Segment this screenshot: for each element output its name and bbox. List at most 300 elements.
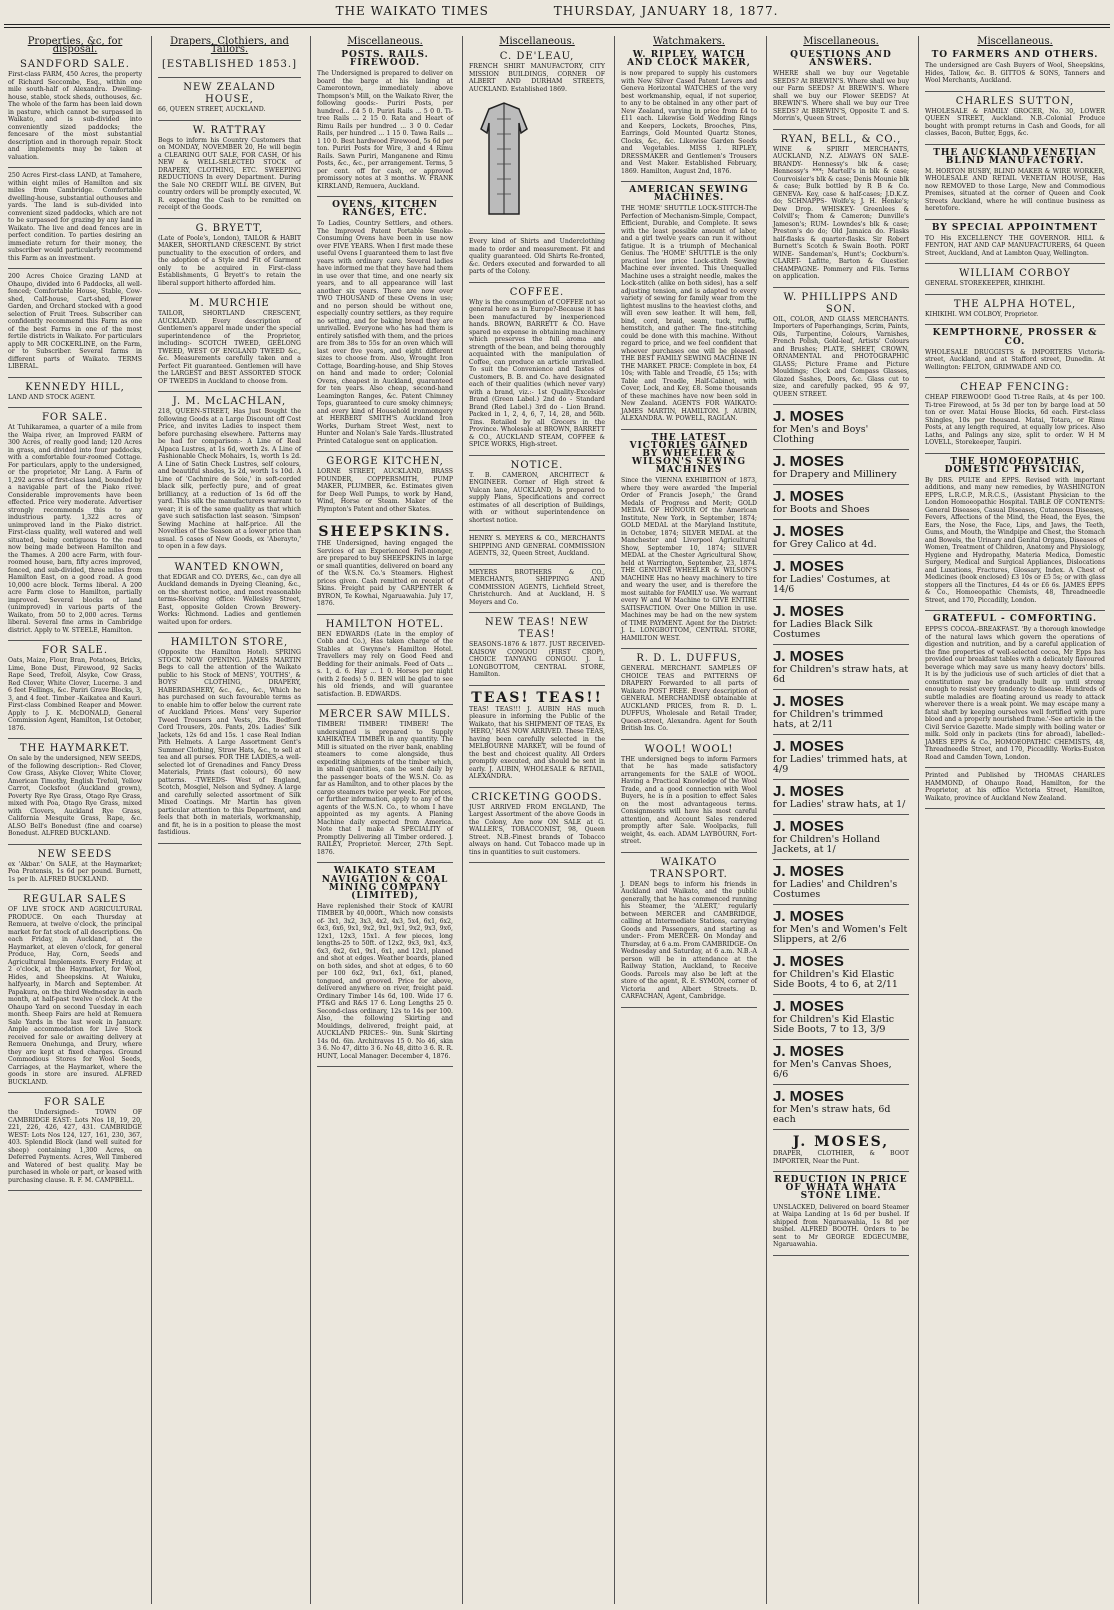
column-4 [462, 36, 611, 1604]
ad-body: Oats, Maize, Flour, Bran, Potatoes, Bricks, Lime, Bone Dust, Firewood, 92 Sacks Rape Seed, Trefoil, Alsyke, Cow Grass, Red Clover, White Clover, Lucerne. 3 and 6 feet Fellings, &c. Pariri Grave Blocks, 3, 3, and 4 feet. Timber -Kaikatea and Kauri. First-class Combined Reaper and Mower. Apply to J. K. McDONALD, General Commission Agent, Hamilton, 1st October, 1876. [8, 657, 142, 732]
shirt-illustration-icon [469, 99, 539, 219]
ad-separator [621, 429, 757, 430]
advertisement [469, 460, 605, 525]
moses-ad [773, 739, 909, 775]
advertisement [8, 172, 142, 262]
advertisement [8, 273, 142, 371]
ad-title: COFFEE. [509, 286, 565, 298]
advertisement [773, 1134, 909, 1165]
ad-title: C. DE'LEAU, [499, 51, 575, 63]
advertisement [469, 238, 605, 276]
advertisement [773, 51, 909, 123]
ad-body: HENRY S. MEYERS & CO., MERCHANTS SHIPPING AND GENERAL COMMISSION AGENTS, 32, Queen Street, Auckland. [469, 535, 605, 558]
ad-separator [773, 949, 909, 950]
ad-body: Begs to inform his Country Customers that on MONDAY, NOVEMBER 20, He will begin a CLEARING OUT SALE, FOR CASH, Of his NEW & WELL-SELECTED STOCK of DRAPERY, CLOTHING, ETC. SWEEPING REDUCTIONS In every Department. During the Sale NO CREDIT WILL BE GIVEN, But country orders will be promptly executed, W. R. expecting the Cash to be remitted on receipt of the Goods. [158, 136, 301, 212]
ad-title: W. PHILLIPPS AND SON. [783, 291, 899, 315]
ad-title: FOR SALE. [41, 412, 109, 424]
ad-body: for Ladies' and Children's Costumes [773, 879, 898, 901]
ad-body: MEYERS BROTHERS & CO., MERCHANTS, SHIPPING AND COMMISSION AGENTS, Lichfield Street, Christchurch. And at Auckland, H. S Meyers and Co. [469, 568, 605, 606]
ad-body: J. DEAN begs to inform his friends in Auckland and Waikato, and the public generally, that he has commenced running his Steamer, the 'ALERT,' regularly between MERCER and CAMBRIDGE, calling at Intermediate Stations, carrying Goods and Passengers, and starting as under:- From MERCER- On Monday and Thursday, at 6 a.m. From CAMBRIDGE- On Wednesday and Saturday, at 6 a.m. N.B.-A person will be in attendance at the Railway Station, Auckland, to Receive Goods. Parcels may also be left at the store of the agent, R. E. SYMON, corner of Victoria and Albert Streets. D. CARFACHAN, Agent, Cambridge. [621, 880, 757, 1001]
column-2 [151, 36, 307, 1604]
ad-body: WHOLESALE & FAMILY GROCER, No. 30, LOWER QUEEN STREET, Auckland. N.B.-Colonial Produce bought with prompt returns in Cash and Goods, for all classes, Bacon, Butter, Eggs, &c. [925, 107, 1105, 138]
ad-body: GENERAL STOREKEEPER, KIHIKIHI. [925, 280, 1045, 288]
ad-separator [8, 1092, 142, 1093]
advertisement [925, 329, 1105, 371]
ad-body: The undersigned are Cash Buyers of Wool, Sheepskins, Hides, Tallow, &c. B. GITTOS & SONS, Tanners and Wool Merchants, Auckland. [925, 62, 1105, 85]
ad-separator [8, 268, 142, 269]
advertisement [158, 125, 301, 212]
moses-ad [773, 784, 909, 810]
advertisement [317, 201, 453, 445]
advertisement [8, 894, 142, 1086]
advertisement [469, 617, 605, 679]
ad-title: J. MOSES [773, 863, 844, 881]
ad-separator [773, 1084, 909, 1085]
ad-title: RYAN, BELL, & CO., [780, 133, 902, 145]
column-content [615, 38, 763, 1008]
ad-title: WAIKATO STEAM NAVIGATION & COAL MINING COMPANY (LIMITED), [321, 866, 449, 901]
ad-title: NOTICE. [510, 459, 564, 471]
advertisement [8, 645, 142, 732]
ad-body: FRENCH SHIRT MANUFACTORY, CITY MISSION BUILDINGS, CORNER OF ALBERT AND DURHAM STREETS, AUCKLAND. Established 1869. [469, 63, 605, 93]
column-content [152, 38, 307, 844]
ad-body: BEN EDWARDS (Late in the employ of Cobb and Co.), Has taken charge of the Stables at Gwynne's Hamilton Hotel. Travellers may rely on Good Feed and Bedding for their animals. Feed of Oats ... s. 1, d. 6. Hay ... 1 0. Horses per night (with 2 feeds) 5 0. BEN will be glad to see his old friends, and will guarantee satisfaction. B. EDWARDS. [317, 630, 453, 698]
ad-title: HAMILTON STORE, [170, 637, 289, 649]
ad-title: QUESTIONS AND ANSWERS. [790, 50, 892, 69]
ad-body: WINE & SPIRIT MERCHANTS, AUCKLAND, N.Z. ALWAYS ON SALE- BRANDY- Hennessy's blk & case; Hennessy's ***; Martell's in blk & case; Courvoisier's blk & case; Denis Mounie blk & case; Bulk bottled by R B & Co. GENEVA- Key, case & half-cases; J.D.K.Z. do; SCHNAPPS- Wolfe's; J. H. Henke's; Dew Drop. WHISKEY- Greenlees & Colvill's; Thom & Cameron; Dunville's Jameson's; RUM- Lowndes's blk & case; Preston's do do; Old Jamaica do. Flasks half-flasks & quarter-flasks. Sir Robert Burnett's Scotch & Swain Booth. PORT WINE- Sandeman's, Hunt's; Cockburn's. CLARET- Lafitte, Barton & Guestier. CHAMPAGNE- Pommery and Fils. Terms on application. [773, 145, 909, 281]
ad-title: J. MOSES [773, 648, 844, 666]
ad-title: J. M. McLACHLAN, [172, 396, 287, 408]
ad-separator [773, 519, 909, 520]
column-heading: Miscellaneous. [977, 36, 1053, 47]
ad-separator [925, 808, 1105, 809]
ad-body: EPPS'S COCOA.-BREAKFAST. 'By a thorough knowledge of the natural laws which govern the operations of digestion and nutrition, and by a careful application of the fine properties of well-selected cocoa, Mr Epps has provided our breakfast tables with a delicately flavoured beverage which may save us many heavy doctors' bills. It is by the judicious use of such articles of diet that a constitution may be gradually built up until strong enough to resist every tendency to disease. Hundreds of subtle maladies are floating around us ready to attack wherever there is a weak point. We may escape many a fatal shaft by keeping ourselves well fortified with pure blood and a properly nourished frame.'-See article in the Civil Service Gazette. Made simply with boiling water or milk. Sold only in packets (tins for abroad), labelled:- JAMES EPPS & Co., HOMOEOPATHIC CHEMISTS, 48, Threadneedle Street, and 170, Piccadilly. Works-Euston Road and Camden Town, London. [925, 626, 1105, 761]
ad-title: THE HOMOEOPATHIC DOMESTIC PHYSICIAN, [944, 456, 1086, 475]
ad-separator [158, 843, 301, 844]
ad-body: Why is the consumption of COFFEE not so general here as in Europe?-Because it has been manufactured by inexperienced hands. BROWN, BARRETT & CO. Have spared no expense in obtaining machinery which preserves the full aroma and strength of the bean, and being thoroughly acquainted with the manipulation of Coffee, can produce an article unrivalled. To suit the Convenience and Tastes of Customers, B. B. and Co. have designated each of their qualities (which never vary) with a brand, viz.:- 1st Quality-Excelsior Brand (Green Label.) 2nd do - Standard Brand (Red Label.) 3rd do - Lion Brand. Packed in 1, 2, 4, 6, 7, 14, 28, and 56lb. Tins. Retailed by all Grocers in the Province. Wholesale at BROWN, BARRETT & CO., AUCKLAND STEAM, COFFEE & SPICE WORKS, High-street. [469, 298, 605, 449]
ad-body: Every kind of Shirts and Underclothing made to order and measurement. Fit and quality guaranteed. Old Shirts Re-fronted, &c. Orders executed and forwarded to all parts of the Colony. [469, 238, 605, 276]
ad-title: M. MURCHIE [189, 298, 270, 310]
ad-separator [773, 1039, 909, 1040]
ad-separator [621, 648, 757, 649]
ad-title: J. MOSES [773, 998, 844, 1016]
ad-body: LAND AND STOCK AGENT. [8, 393, 96, 401]
ad-body: for Children's straw hats, at 6d [773, 664, 909, 686]
ad-separator [158, 391, 301, 392]
ad-separator [8, 167, 142, 168]
ad-title: R. D. L. DUFFUS, [636, 653, 742, 665]
advertisement [8, 382, 142, 402]
ad-title: REGULAR SALES [23, 894, 127, 906]
ad-body: LORNE STREET, AUCKLAND, BRASS FOUNDER, COPPERSMITH, PUMP MAKER, PLUMBER, &c. Estimates given for Deep Well Pumps, to work by Hand, Wind, Horse or Steam. Maker of the Plympton's Patent and other Skates. [317, 468, 453, 513]
moses-ad [773, 1089, 909, 1125]
ad-separator [925, 453, 1105, 454]
ad-title: KEMPTHORNE, PROSSER & CO. [932, 328, 1098, 347]
advertisement [8, 849, 142, 884]
ad-title: J. MOSES [773, 488, 844, 506]
advertisement [8, 1097, 142, 1184]
ad-separator [773, 1129, 909, 1130]
ad-body: for Men's and Women's Felt Slippers, at 2/6 [773, 924, 908, 946]
moses-ad [773, 409, 909, 445]
ad-separator [621, 852, 757, 853]
ad-separator [158, 557, 301, 558]
moses-ad [773, 909, 909, 945]
ad-title: KENNEDY HILL, [25, 381, 125, 393]
ad-body: (Opposite the Hamilton Hotel). SPRING STOCK NOW OPENING. JAMES MARTIN Begs to call the attention of the Waikato public to his Stock of MENS', YOUTHS', & BOYS' CLOTHING, DRAPERY, HABERDASHERY, &c., &c., &c., Which he has purchased on such favourable terms as to enable him to offer below the current rate of Auckland Prices. Mens' very Superior Tweed Trousers and Vests, 20s. Bedford Cord Trousers, 20s. Pants, 20s. Ladies' Silk Jackets, 12s 6d and 15s. 1 case Real Indian Pith Helmets. A Large Assortment Gent's Summer Clothing, Straw Hats, &c., to sell at tea and all purses. FOR THE LADIES,-a well-selected lot of Grenadines and Fancy Dress Materials, Prints (fast colours), 60 new patterns. -TWEEDS- West of England, Scotch, Mosgiel, Nelson and Sydney. A large and carefully selected assortment of Silk Mixed Coatings. Mr Martin has given particular attention to this Department, and feels that both in materials, workmanship, and fit, he is in a position to please the most fastidious. [158, 649, 301, 837]
moses-ad [773, 524, 909, 550]
ad-separator [925, 294, 1105, 295]
ad-body: 250 Acres First-class LAND, at Tamahere, within eight miles of Hamilton and six miles from Cambridge. Comfortable dwelling-house, substantial outhouses and yards. The land is sub-divided into convenient sized paddocks, which are not to be surpassed for grazing by any land in Waikato. The live and dead fences are in perfect condition. To parties desiring an immediate return for their money, the subscriber would particularly recommend this Farm as an investment. [8, 172, 142, 262]
masthead-rule [4, 24, 1110, 28]
ad-body: for Men's and Boys' Clothing [773, 424, 869, 446]
ad-title: WAIKATO TRANSPORT. [650, 856, 728, 880]
ad-title: THE HAYMARKET. [19, 743, 131, 755]
column-7 [918, 36, 1111, 1604]
ad-title: J. MOSES [773, 908, 844, 926]
ad-body: To Ladies, Country Settlers, and others. The Improved Patent Portable Smoke-Consuming Ovens have been in use now over FIVE YEARS. When I first made these useful Ovens I guaranteed them to last five years with ordinary care. Several ladies have informed me that they have had them in use over that time, and one nearly six years, and to all appearance will last another six years. There are now over TWO THOUSAND of these Ovens in use; and no person should be without one, especially country settlers, as they require no setting, and for baking bread they are unrivalled. Everyone who has had them is entirely satisfied with them, and the prices are from 38s to 55s for an oven which will last over five years, and eight different sizes to choose from. Also, Wrought Iron Cottage, Boarding-house, and Ship Stoves on hand and made to order; Colonial Ovens, cheapest in Auckland, guaranteed for ten years. Also cheap, second-hand Leamington Ranges, &c. Patent Chimney Tops, guaranteed to cure smoky chimneys; and every kind of Household ironmongery at HERBERT SMITH'S Auckland Iron Works, Durham Street West, next to Hunter and Nolan's Sale Yards.-Illustrated Printed Catalogue sent on application. [317, 220, 453, 445]
ad-separator [621, 1007, 757, 1008]
moses-ad [773, 604, 909, 640]
advertisement [621, 744, 757, 846]
ad-body: 200 Acres Choice Grazing LAND at Ohaupo, divided into 6 Paddocks, all well-fenced; Comfortable House, Stable, Cow-shed, Calf-house, Cart-shed, Flower Garden, and Orchard stocked with a good selection of Fruit Trees. Subscriber can confidently recommend this Farm as one of the best Farms in one of the most fertile districts in Waikato. For particulars apply to MR COCKERLINE, on the Farm, or to Subscriber. Several farms in different parts of Waikato. TERMS LIBERAL. [8, 273, 142, 371]
advertisement [317, 709, 453, 856]
ad-body: GENERAL MERCHANT. SAMPLES OF CHOICE TEAS and PATTERNS OF DRAPERY Forwarded to all parts of Waikato POST FREE. Every description of GENERAL MERCHANDISE obtainable at AUCKLAND PRICES, from R. D. L. DUFFUS, Wholesale and Retail Trader, Queen-street, Alexandra. Agent for South British Ins. Co. [621, 665, 757, 733]
column-content [767, 38, 915, 1256]
ad-body: The Undersigned is prepared to deliver on board the barge at his landing at Camerontown, immediately above Thompson's Mill, on the Waikato River, the following goods:- Puriri Posts, per hundred... £4 5 0. Puriri Rails ... 5 0 0. Ti-tree Rails ... 2 15 0. Rata and Heart of Rimu Rails per hundred ... 3 0 0. Cedar Rails, per hundred ... 1 15 0. Tawa Rails ... 1 10 0. Best hardwood Firewood, 5s 6d per ton. Puriri Posts for Wire, 3 and 4 Rimu Rails. Sawn Puriri, Manganene and Rimu Posts, &c., &c., per arrangement. Terms, 5 per cent. off for cash, or approved promissory notes at 3 months. W. FRANK KIRKLAND, Remuera, Auckland. [317, 70, 453, 190]
advertisement [621, 186, 757, 423]
advertisement [925, 51, 1105, 85]
column-3 [310, 36, 459, 1604]
advertisement [158, 82, 301, 114]
ad-title: TEAS! TEAS!! [471, 689, 603, 706]
advertisement [621, 434, 757, 642]
ad-title: W. RIPLEY, WATCH AND CLOCK MAKER, [627, 50, 751, 69]
ad-title: J. MOSES [773, 408, 844, 426]
ad-separator [8, 640, 142, 641]
advertisement [8, 412, 142, 634]
moses-ad [773, 559, 909, 595]
column-heading: Miscellaneous. [499, 36, 575, 47]
advertisement [621, 653, 757, 733]
ad-separator [158, 632, 301, 633]
ad-separator [469, 564, 605, 565]
advertisement [469, 792, 605, 857]
ad-separator [925, 610, 1105, 611]
ad-separator [158, 218, 301, 219]
column-content [463, 38, 611, 863]
ad-separator [773, 449, 909, 450]
ad-body: M. HORTON BUSBY, BLIND MAKER & WIRE WORKER, WHOLESALE AND RETAIL VENETIAN HOUSE, Has now REMOVED to those Large, New and Commodious Premises, situated at the corner of Queen and Cook Streets Auckland, where he will continue business as heretofore. [925, 167, 1105, 213]
ad-title: CHARLES SUTTON, [955, 95, 1075, 107]
ad-title: J. MOSES, [792, 1134, 890, 1151]
ad-separator [621, 739, 757, 740]
ad-body: for Children's trimmed hats, at 2/11 [773, 709, 884, 731]
ad-title: WOOL! WOOL! [644, 743, 734, 755]
ad-body: for Children's Holland Jackets, at 1/ [773, 834, 881, 856]
moses-ad [773, 649, 909, 685]
ad-title: THE ALPHA HOTEL, [953, 298, 1077, 310]
ad-title: G. BRYETT, [195, 222, 264, 234]
ad-title: TO FARMERS AND OTHERS. [931, 50, 1099, 61]
ad-body: for Boots and Shoes [773, 504, 870, 516]
ad-title: J. MOSES [773, 1088, 844, 1106]
ad-separator [317, 1066, 453, 1067]
ad-title: AMERICAN SEWING MACHINES. [629, 185, 749, 204]
advertisement [773, 292, 909, 399]
ad-separator [469, 455, 605, 456]
moses-ad [773, 489, 909, 515]
advertisement [158, 59, 301, 71]
ad-title: NEW ZEALAND HOUSE, [183, 82, 276, 106]
ad-separator [773, 484, 909, 485]
ad-title: J. MOSES [773, 693, 844, 711]
ad-body: for Drapery and Millinery [773, 469, 897, 481]
ad-separator [925, 219, 1105, 220]
ad-body: TIMBER! TIMBER! TIMBER! The undersigned is prepared to Supply KAHIKATEA TIMBER in any quantity. The Mill is situated on the river bank, enabling steamers to come alongside, thus expediting shipments of the timber which, in small quantities, can be sent daily by the passenger boats of the W.S.N. Co. as far as Hamilton, and to other places by the cargo steamers twice per week. For prices, or further information, apply to any of the agents of the W.S.N. Co., to whom I have appointed as my agents. A Planing Machine daily expected from America. Note that I make A SPECIALITY of Promptly Delivering all Timber ordered. J. RAILEY, Proprietor. Mercer, 27th Sept. 1876. [317, 721, 453, 856]
ad-separator [773, 779, 909, 780]
ad-body: TAILOR, SHORTLAND CRESCENT, AUCKLAND. Every description of Gentlemen's apparel made under the special superintendence of the Proprietor, including:- SCOTCH TWEED, GEELONG TWEED, WEST OF ENGLAND TWEED &c., &c. Measurements carefully taken and a Perfect Fit guaranteed. Gentlemen will have the LARGEST and BEST ASSORTED STOCK OF TWEEDS in Auckland to choose from. [158, 310, 301, 385]
ad-body: First-class FARM, 450 Acres, the property of Richard Seccombe, Esq., within one mile south-half of Alexandra. Dwelling-house, stable, stock sheds, outhouses, &c. The whole of the farm has been laid down in pasture, which cannot be surpassed in Waikato, and is sub-divided into conveniently sized paddocks; the fencesare of the most substantial description and in thorough repair. Stock and implements may be taken at valuation. [8, 71, 142, 161]
moses-ad [773, 694, 909, 730]
ad-title: [ESTABLISHED 1853.] [162, 59, 297, 71]
column-5 [614, 36, 763, 1604]
ad-separator [773, 129, 909, 130]
ad-separator [773, 994, 909, 995]
ad-separator [317, 862, 453, 863]
ad-separator [773, 814, 909, 815]
ad-separator [773, 904, 909, 905]
issue-date: THURSDAY, JANUARY 18, 1877. [553, 4, 779, 18]
ad-separator [8, 1190, 142, 1191]
ad-title: HAMILTON HOTEL. [325, 618, 445, 630]
advertisement [925, 772, 1105, 802]
ad-body: SEASONS-1876 & 1877. JUST RECEIVED- KAISOW CONGOU (FIRST CROP), CHOICE TANYANG CONGOU. J. L. LONGBOTTOM, CENTRAL STORE, Hamilton. [469, 641, 605, 679]
ad-body: for Ladies' straw hats, at 1/ [773, 799, 906, 811]
ad-title: WILLIAM CORBOY [959, 268, 1071, 280]
column-6 [766, 36, 915, 1604]
ad-separator [773, 599, 909, 600]
ad-body: for Men's Canvas Shoes, 6/6 [773, 1059, 892, 1081]
ad-separator [621, 181, 757, 182]
advertisement [925, 268, 1105, 288]
advertisement [925, 224, 1105, 258]
ad-separator [773, 644, 909, 645]
column-1 [2, 36, 148, 1604]
advertisement [773, 1176, 909, 1248]
ad-body: for Ladies' Costumes, at 14/6 [773, 574, 890, 596]
ad-separator [925, 91, 1105, 92]
advertisement [469, 535, 605, 558]
ad-separator [158, 293, 301, 294]
moses-ad [773, 864, 909, 900]
ad-separator [469, 233, 605, 234]
ad-title: SHEEPSKINS. [318, 524, 452, 541]
ad-body: At Tuhikaramea, a quarter of a mile from the Waipa river, an Improved FARM of 300 Acres, of really good land; 120 Acres in grass, and divided into four paddocks, with a comfortable four-roomed Cottage. For particulars, apply to the undersigned, or the proprietor, Mr Lang. A Farm of 1,292 acres of first-class land, bounded by a navigable part of the Piako river. Considerable improvements have been effected. Price very moderate. Advertiser strongly recommends this to any industrious party. 1,322 acres of unimproved land in the Piako district. First-class quality, well watered and well situated, being contiguous to the road now being made between Hamilton and the Thames. A 200 acre Farm, with four-roomed house, barn, fifty acres improved, fenced, and sub-divided, three miles from Hamilton East, on a good road. A good 10,000 acre block. Terms liberal. A 200 acre Farm close to Hamilton, partially improved. Several blocks of land (unimproved) in various parts of the Waikato, from 50 to 2,000 acres. Terms liberal. Several fine arms in Cambridge district. Apply to W. STEELE, Hamilton. [8, 424, 142, 634]
ad-title: POSTS. RAILS. FIREWOOD. [341, 50, 429, 69]
moses-ad [773, 999, 909, 1035]
ad-separator [773, 1171, 909, 1172]
ad-separator [925, 144, 1105, 145]
ad-title: BY SPECIAL APPOINTMENT [931, 222, 1099, 233]
ad-separator [8, 407, 142, 408]
ad-body: Have replenished their Stock of KAURI TIMBER by 40,000ft., Which now consists of- 3x1, 3x2, 3x3, 4x2, 4x3, 5x4, 6x1, 6x2, 6x3, 6x6, 9x1, 9x2, 9x1, 9x1, 9x2, 9x3, 9x6, 12x1, 12x3, 15x1. A few pieces, long lengths-25 to 50ft. of 12x2, 9x3, 9x1, 4x3, 6x3, 6x2, 6x1, 9x1, 6x1, and 12x1, planed and shot at edges. Weather boards, planed on both sides, and shot at edges, 6 to 60 per 100 6x2, 9x1, 6x1, 6x1, planed, tongued, and grooved. Price for above, delivered anywhere on river, freight paid. Ordinary Timber 14s 6d, 100. Wide 17 6. PT&G and R&S 17 6. Long Lengths 25 0. Second-class ordinary, 12s to 14s per 100. Also, the following Skirting and Mouldings, delivered, freight paid, at AUCKLAND PRICES:- 9in. Sunk Skirting 14s 0d. 6in. Architraves 15 0. No 46, skin 3 6. No 47, ditto 3 6. No 48, ditto 3 6. R. R. HUNT, Local Manager. December 4, 1876. [317, 902, 453, 1060]
ad-body: that EDGAR and CO. DYERS, &c., can dye all Auckland demands in Dyeing Cleaning, &c., on the shortest notice, and most reasonable terms-Receiving office: Wellesley Street, East, opposite Golden Crown Brewery-Works: Richmond. Ladies and gentlemen waited upon for orders. [158, 573, 301, 626]
advertisement [925, 458, 1105, 605]
ad-separator [469, 282, 605, 283]
ad-body: Since the VIENNA EXHIBITION of 1873, where they were awarded 'the Imperial Order of Francis Joseph,' the Grand Medals of Progress and Merit; GOLD MEDAL OF HONOUR Of the American Institute, New York, in September, 1874; GOLD MEDAL at the Maryland Institute, in October, 1874; SILVER MEDAL at the Manchester and Liverpool Agricultural Show, September 10, 1874; SILVER MEDAL at the Chester Agricultural Show, held at Warrington, September, 23, 1874. THE GENUINE WHEELER & WILSON'S MACHINE Has no heavy machinery to tire and weary the user, and is therefore the most suitable for FAMILY use. We warrant every W and W Machine to GIVE ENTIRE SATISFACTION. Over One Million in use. Machines may be had on the new system of TIME PAYMENT. Agent for the District: J. L. LONGBOTTOM, CENTRAL STORE, HAMILTON WEST. [621, 477, 757, 642]
column-heading: Watchmakers. [653, 36, 725, 47]
advertisement [317, 456, 453, 513]
advertisement [621, 857, 757, 1001]
ad-body: OF LIVE STOCK AND AGRICULTURAL PRODUCE. On each Thursday at Remuera, at twelve o'clock, the principal market for fat stock of all descriptions. On each Friday, in Auckland, at the Haymarket, at eleven o'clock, for general Produce, Hay, Corn, Seeds and Agricultural Implements. Every Friday, at 2 o'clock, at the Haymarket, for Wool, Hides, and Sheepskins. At Waiuku, halfyearly, in March and September. At Papakura, on the third Wednesday in each month, at half-past twelve o'clock. At the Ohaupo Yard on second Tuesday in each month. Sheep Fairs are held at Remuera Sale Yards in the last week in January. Ample accommodation for Live Stock received for sale or awaiting delivery at Remuera Onehunga, and Drury, where they are kept at fixed charges. Ground Commodious Stores for Wool Seeds, Carriages, at the Haymarket, where the goods in store are insured. ALFRED BUCKLAND. [8, 906, 142, 1086]
ad-title: OVENS, KITCHEN RANGES, ETC. [332, 200, 438, 219]
ad-body: for Ladies' trimmed hats, at 4/9 [773, 754, 908, 776]
advertisement [925, 299, 1105, 319]
ad-separator [317, 196, 453, 197]
ad-separator [925, 767, 1105, 768]
advertisement [317, 524, 453, 608]
advertisement [8, 743, 142, 838]
ad-separator [8, 377, 142, 378]
ad-body: WHERE shall we buy our Vegetable SEEDS? At BREWIN'S. Where shall we buy our Farm SEEDS? At BREWIN'S. Where shall we buy our Flower SEEDS? At BREWIN'S. Where shall we buy our Tree SEEDS? At BREWIN'S, Opposite T. and S. Morrin's, Queen Street. [773, 70, 909, 123]
column-heading: Miscellaneous. [347, 36, 423, 47]
ad-separator [925, 263, 1105, 264]
ad-body: Printed and Published by THOMAS CHARLES HAMMOND, of Ohaupo Road, Hamilton, for the Proprietor, at his office Victoria Street, Hamilton, Waikato, province of Auckland New Zealand. [925, 772, 1105, 802]
ad-separator [773, 554, 909, 555]
ad-separator [469, 612, 605, 613]
ad-body: for Men's straw hats, 6d each [773, 1104, 891, 1126]
advertisement [158, 223, 301, 288]
moses-ad [773, 1044, 909, 1080]
advertisement [469, 569, 605, 607]
advertisement [317, 867, 453, 1060]
ad-body: JUST ARRIVED FROM ENGLAND, The Largest Assortment of the above Goods in the Colony, Are now ON SALE at G. WALLER'S, TOBACCONIST, 98, Queen Street. N.B.-Finest brands of Tobacco always on hand. Cut Tobacco made up in tins in quantities to suit customers. [469, 803, 605, 856]
ad-body: for Grey Calico at 4d. [773, 539, 877, 551]
advertisement [469, 690, 605, 781]
ad-body: TEAS! TEAS!!! J. AUBIN HAS much pleasure in informing the Public of the Waikato, that his SHIPMENT OF TEAS, Ex 'HERO,' HAS NOW ARRIVED. These TEAS, having been carefully selected in the MELBOURNE MARKET, will be found of the best and choicest quality. All Orders promptly executed, and should be sent in early. J. AUBIN, WHOLESALE & RETAIL, ALEXANDRA. [469, 705, 605, 781]
ad-separator [773, 1255, 909, 1256]
advertisement [8, 59, 142, 161]
ad-separator [773, 859, 909, 860]
ad-body: UNSLACKED, Delivered on board Steamer at Waipa Landing at 1s 6d per bushel. If shipped from Ngaruawahia, 1s 8d per bushel. ALFRED BOOTH. Orders to be sent to Mr GEORGE EDGECUMBE, Ngaruawahia. [773, 1203, 909, 1249]
ad-body: 66, QUEEN STREET, AUCKLAND. [158, 106, 266, 114]
advertisement [158, 396, 301, 551]
ad-separator [158, 120, 301, 121]
ad-title: J. MOSES [773, 1043, 844, 1061]
ad-title: J. MOSES [773, 783, 844, 801]
ad-body: CHEAP FIREWOOD! Good Ti-tree Rails, at 4s per 100. Ti-tree Firewood, at 5s 3d per ton by barge load at 50 ton or over. Matai House Blocks, 6d each. First-class Shingles, 10s per thousand. Matai, Totara, or Rimu Posts, at any length required, at equally low prices. Also Laths, and Palings any size, split to order. W H M LOVELL, Storekeeper, Taupiri. [925, 394, 1105, 447]
advertisement [317, 619, 453, 699]
column-heading: Miscellaneous. [803, 36, 879, 47]
ad-separator [8, 889, 142, 890]
ad-body: DRAPER, CLOTHIER, & BOOT IMPORTER, Near the Punt. [773, 1150, 909, 1165]
ad-title: THE LATEST VICTORIES GAINED BY WHEELER & WILSON'S SEWING MACHINES [629, 432, 749, 476]
advertisement [925, 615, 1105, 761]
ad-separator [773, 287, 909, 288]
ad-body: for Children's Kid Elastic Side Boots, 4 to 6, at 2/11 [773, 969, 898, 991]
column-heading: Properties, &c, for disposal. [27, 36, 123, 56]
advertisement [317, 51, 453, 190]
ad-separator [773, 734, 909, 735]
advertisement [158, 298, 301, 385]
advertisement [158, 562, 301, 627]
ad-separator [469, 685, 605, 686]
ad-title: NEW SEEDS [37, 848, 113, 860]
ad-separator [317, 614, 453, 615]
column-content [2, 38, 148, 1191]
ad-title: GEORGE KITCHEN, [326, 456, 444, 468]
ad-separator [773, 404, 909, 405]
ad-separator [317, 704, 453, 705]
advertisement [621, 51, 757, 175]
ad-title: J. MOSES [773, 953, 844, 971]
ad-body: THE undersigned begs to inform Farmers that he has made satisfactory arrangements for the SALE of WOOL. Having a Practical Knowledge of the Wool Trade, and a good connection with Wool Buyers, he is in a position to effect Sales on the most advantageous terms. Consignments will have his most careful attention, and Account Sales rendered promptly after Sale. Woolpacks, full weight, 4s. each. ADAM LAYBOURN, Fort-street. [621, 755, 757, 846]
ad-body: for Ladies Black Silk Costumes [773, 619, 873, 641]
column-content [919, 38, 1111, 809]
ad-title: NEW TEAS! NEW TEAS! [484, 617, 590, 641]
ad-title: J. MOSES [773, 818, 844, 836]
advertisement [925, 96, 1105, 138]
ad-title: CHEAP FENCING: [960, 382, 1070, 394]
ad-title: J. MOSES [773, 603, 844, 621]
ad-separator [317, 519, 453, 520]
ad-title: FOR SALE. [41, 645, 109, 657]
moses-ad [773, 819, 909, 855]
ad-body: TO His EXCELLENCY THE GOVERNOR. HILL & FENTON, HAT AND CAP MANUFACTURERS, 64 Queen Street, Auckland, And at Lambton Quay, Wellington. [925, 234, 1105, 257]
ad-body: the Undersigned:- TOWN OF CAMBRIDGE EAST: Lots Nos 18, 19, 20, 221, 226, 426, 427, 431. CAMBRIDGE WEST: Lots Nos 124, 127, 161, 230, 367, 403. Splendid Block (land well suited for sheep) containing 1,300 Acres, on Deferred Payments. Acres, Well Timbered and Watered of best quality. May be purchased in whole or part, or leased with purchasing clause. R. F. M. CAMPBELL. [8, 1109, 142, 1184]
ad-separator [8, 844, 142, 845]
ad-title: SANDFORD SALE. [20, 59, 130, 71]
ad-title: WANTED KNOWN, [174, 561, 285, 573]
ad-body: ex 'Akbar.' On SALE, at the Haymarket; Poa Pratensis, 1s 6d per pound. Burnett, 1s per lb. ALFRED BUCKLAND. [8, 860, 142, 883]
ad-body: THE 'HOME' SHUTTLE LOCK-STITCH-The Perfection of Mechanism-Simple, Compact, Efficient, Durable, and Complete. It sews with the least possible amount of labor, and a girl twelve years can run it without fatigue. It is a triumph of Mechanical Genius. The 'HOME' SHUTTLE is the only practical low price Lock-stitch Sewing Machine ever invented. This Unequalled Machine uses a straight needle, makes the Lock-stitch (alike on both sides), has a self adjusting tension, and is adapted to every variety of sewing for family wear from the lightest muslins to the heaviest cloths, and will even sew leather. It will hem, fell, bind, cord, braid, seam, tuck, ruffle, hemstitch, and gather. The fine-stitching could be done with this machine. Without regard to price, and we feel confident that whoever purchases one will be pleased. THE BEST FAMILY SEWING MACHINE IN THE MARKET. PRICE: Complete in box, £4 10s; with Table and Treadle, £5 15s; with Table and Treadle, Half-Cabinet, with Cover, Lock, and Key, £8. Some thousands of these machines have now been sold in New Zealand. AGENTS FOR WAIKATO: JAMES MARTIN, HAMILTON. J. AUBIN, ALEXANDRA. W. POWELL, RAGLAN. [621, 205, 757, 423]
ad-title: REDUCTION IN PRICE OF WHATA WHATA STONE LIME. [774, 1175, 908, 1202]
advertisement [925, 382, 1105, 447]
ad-body: On sale by the undersigned, NEW SEEDS, of the following description:- Red Clover, Cow Grass, Alsyke Clover, White Clover, American Timothy, English Trefoil, Yellow Carrot, Cocksfoot (Auckland grown), Poverty Rye Rye Grass, Otago Rye Grass, mixed with Poa, Otago Rye Grass, mixed with Clovers, Auckland Rye Grass, California Mesquite Grass, Rape, &c. ALSO Bell's Bonedust (fine and coarse) Bonedust. ALFRED BUCKLAND. [8, 755, 142, 838]
ad-separator [773, 689, 909, 690]
column-content [311, 38, 459, 1067]
paper-title: THE WAIKATO TIMES [335, 4, 489, 18]
ad-title: MERCER SAW MILLS. [319, 709, 451, 721]
ad-body: is now prepared to supply his customers with New Silver Cased Patent Levers and Geneva Horizontal WATCHES of the very best workmanship, equal, if not superior, to any to be obtained in any other part of New Zealand, varying in price from £4 to £11 each. Likewise Gold Wedding Rings and Keepers, Lockets, Brooches, Pins, Earrings, Gold Mounted Quartz Stones, Clocks, &c., &c. Likewise Garden Seeds and Vegetables. MISS I. RIPLEY, DRESSMAKER and Gentlemen's Trousers and Vest Maker. Established February, 1869. Hamilton, August 2nd, 1876. [621, 70, 757, 175]
ad-body: By DRS. PULTE and EPPS. Revised with important additions, and many new remedies, by WASHINGTON EPPS, L.R.C.P., M.R.C.S., (Assistant Physician to the London Homoeopathic Hospital. TABLE OF CONTENTS: General Diseases, Casual Diseases, Cutaneous Diseases, Fevers, Affections of the Mind, the Head, the Eyes, the Ears, the Nose, the Face, Lips, and Jaws, the Teeth, Gums, and Mouth, the Windpipe and Chest, the Stomach and Bowels, the Urinary and Genital Organs, Diseases of Women, Treatment of Children, Anatomy and Physiology, Hygiene and Hydropathy, Materia Medica, Domestic Surgery, Medical and Surgical Appliances, Dislocations and Luxations, Fractures, Glossary, Index. A Chest of Medicines (book enclosed) £3 10s or £5 5s; or with glass stoppers all the Tinctures, £4 4s or £6 6s. JAMES EPPS & Co., Homoeopathic Chemists, 48, Threadneedle Street, and 170, Piccadilly, London. [925, 476, 1105, 604]
ad-title: W. RATTRAY [192, 124, 267, 136]
advertisement [469, 287, 605, 449]
ad-separator [469, 862, 605, 863]
ad-body: (Late of Poole's, London), TAILOR & HABIT MAKER, SHORTLAND CRESCENT. By strict punctuality to the execution of orders, and the adoption of a Style and Fit of Garment only to be acquired in First-class Establishments, G Bryett's to retain the liberal support hitherto afforded him. [158, 234, 301, 287]
advertisement [469, 51, 605, 227]
advertisement [158, 637, 301, 837]
ad-separator [925, 377, 1105, 378]
ad-body: T. B. CAMERON, ARCHITECT & ENGINEER. Corner of High street & Vulcan lane, AUCKLAND, Is prepared to supply Plans, Specifications and correct estimates of all description of Buildings, with or without superintendence on shortest notice. [469, 471, 605, 524]
ad-title: THE AUCKLAND VENETIAN BLIND MANUFACTORY. [933, 147, 1097, 166]
ad-title: J. MOSES [773, 738, 844, 756]
ad-separator [469, 787, 605, 788]
ad-separator [158, 77, 301, 78]
ad-title: J. MOSES [773, 523, 844, 541]
ad-separator [925, 324, 1105, 325]
moses-ad [773, 954, 909, 990]
ad-body: WHOLESALE DRUGGISTS & IMPORTERS Victoria-street, Auckland, and at Stafford street, Dunedin. At Wellington: FELTON, GRIMWADE AND CO. [925, 348, 1105, 371]
advertisement [773, 134, 909, 281]
ad-title: J. MOSES [773, 453, 844, 471]
ad-title: FOR SALE [44, 1097, 106, 1109]
ad-body: KIHIKIHI. WM COLBOY, Proprietor. [925, 310, 1039, 318]
ad-body: THE Undersigned, having engaged the Services of an Experienced Fell-monger, are prepared to buy SHEEPSKINS in large or small quantities, delivered on board any of the W.S.N. Co.'s Steamers. Highest prices given. Cash remitted on receipt of Skins. Freight paid by CARPENTER & BYRON, Te Kowhai, Ngaruawahia. July 17, 1876. [317, 540, 453, 608]
ad-separator [469, 530, 605, 531]
moses-ad [773, 454, 909, 480]
